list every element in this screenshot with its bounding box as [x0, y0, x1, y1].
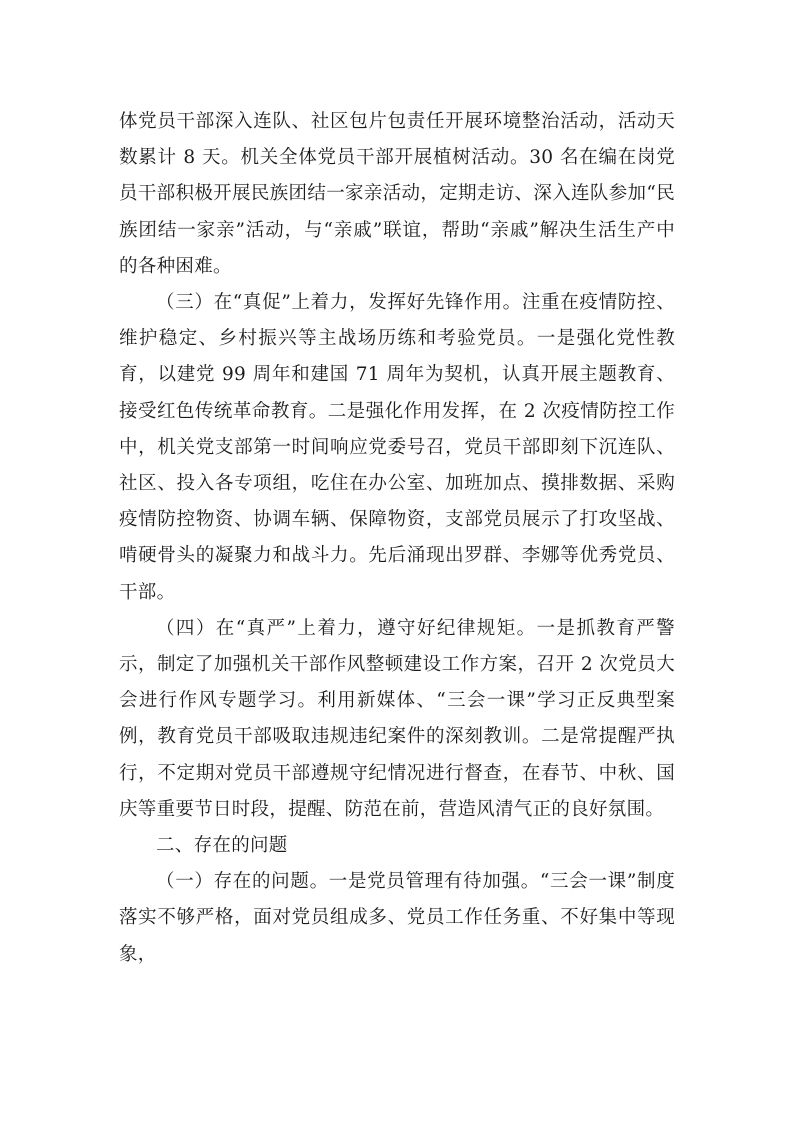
paragraph-problems-one: （一）存在的问题。一是党员管理有待加强。“三会一课”制度落实不够严格，面对党员组成多、党员工作任务重、不好集中等现象，	[119, 871, 675, 965]
paragraph-activities-continued: 体党员干部深入连队、社区包片包责任开展环境整治活动，活动天数累计 8 天。机关全体党员干部开展植树活动。30 名在编在岗党员干部积极开展民族团结一家亲活动，定期走访、深入连队参加“民族团结一家亲”活动，与“亲戚”联谊，帮助“亲戚”解决生活生产中的各种困难。	[119, 111, 675, 277]
paragraph-section-four: （四）在“真严”上着力，遵守好纪律规矩。一是抓教育严警示，制定了加强机关干部作风整顿建设工作方案，召开 2 次党员大会进行作风专题学习。利用新媒体、“三会一课”学习正反典型案例，教育党员干部吸取违规违纪案件的深刻教训。二是常提醒严执行，不定期对党员干部遵规守纪情况进行督查，在春节、中秋、国庆等重要节日时段，提醒、防范在前，营造风清气正的良好氛围。	[119, 617, 675, 820]
document-body	[119, 104, 675, 973]
paragraph-section-three: （三）在“真促”上着力，发挥好先锋作用。注重在疫情防控、维护稳定、乡村振兴等主战场历练和考验党员。一是强化党性教育，以建党 99 周年和建国 71 周年为契机，认真开展主题教育、接受红色传统革命教育。二是强化作用发挥，在 2 次疫情防控工作中，机关党支部第一时间响应党委号召，党员干部即刻下沉连队、社区、投入各专项组，吃住在办公室、加班加点、摸排数据、采购疫情防控物资、协调车辆、保障物资，支部党员展示了打攻坚战、啃硬骨头的凝聚力和战斗力。先后涌现出罗群、李娜等优秀党员、干部。	[119, 292, 675, 603]
section-heading-problems: 二、存在的问题	[156, 835, 288, 857]
